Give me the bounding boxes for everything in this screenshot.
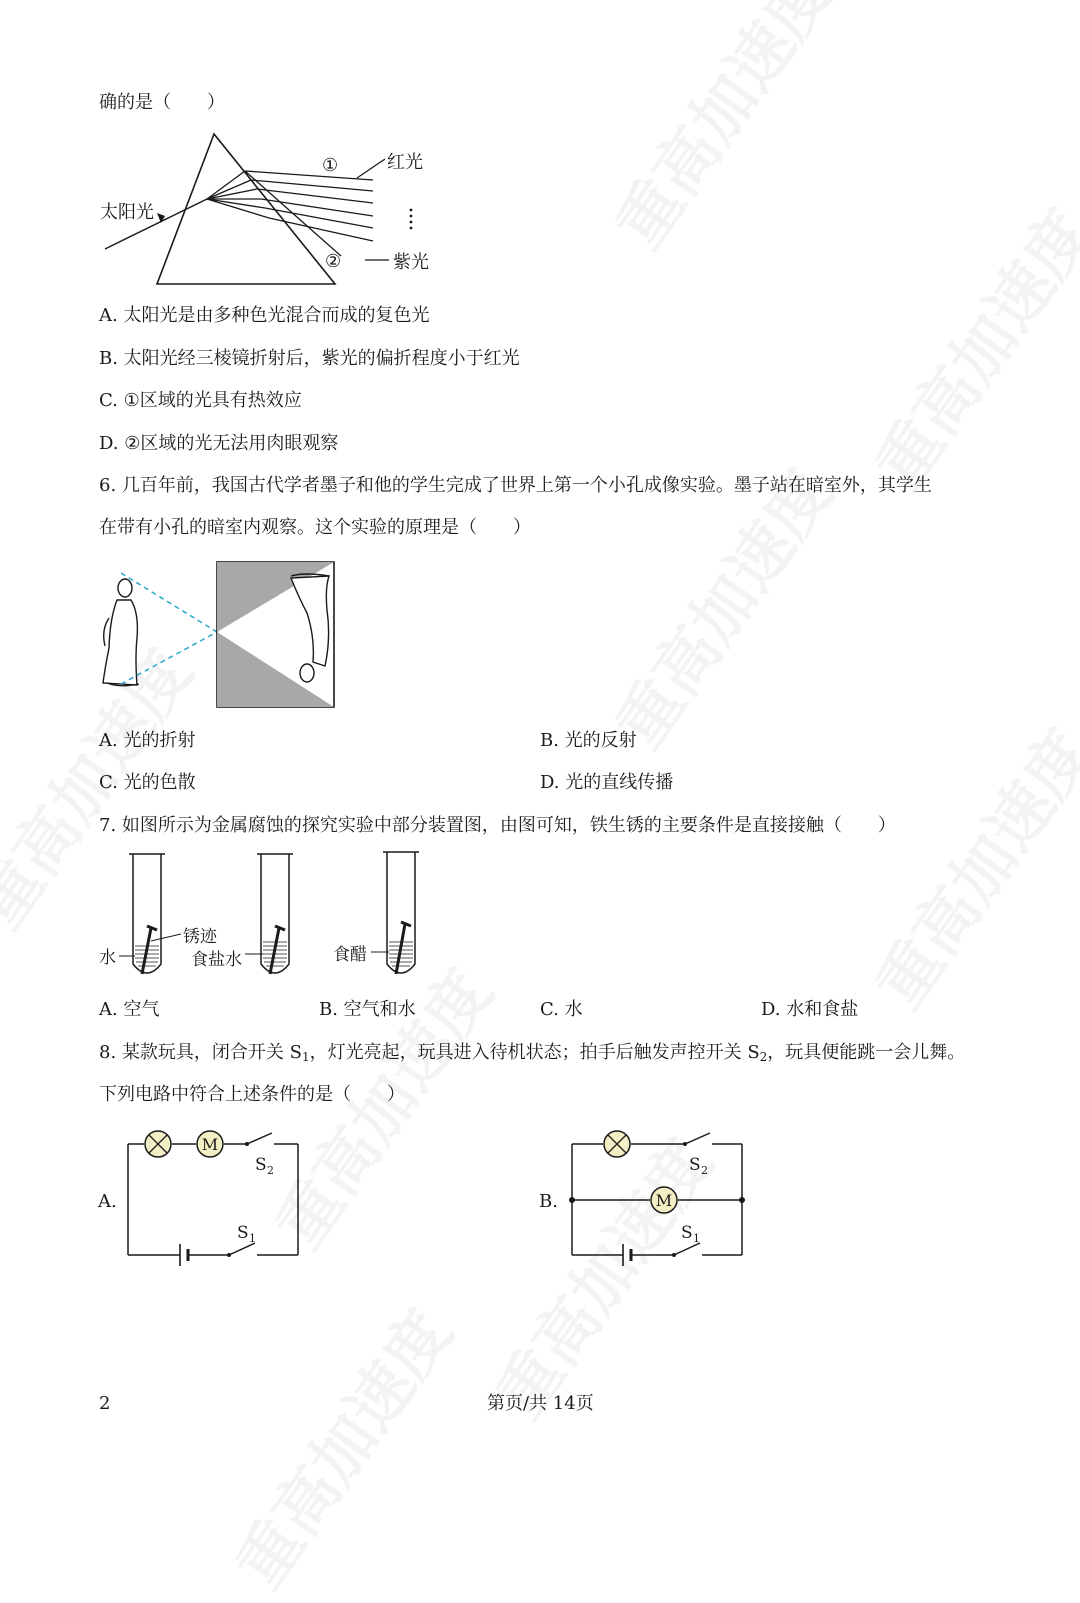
q8-stem-line1: 8. 某款玩具，闭合开关 $S_1$，灯光亮起，玩具进入待机状态；拍手后触发声控开关 $S_2$，玩具便能跳一会儿舞。 xyxy=(99,1042,966,1064)
svg-text:2: 2 xyxy=(701,1164,708,1177)
q5-option-d: D. ②区域的光无法用肉眼观察 xyxy=(99,433,339,454)
q5-option-b: B. 太阳光经三棱镜折射后，紫光的偏折程度小于红光 xyxy=(99,348,520,369)
motor-icon xyxy=(197,1131,223,1157)
switch-s1-label xyxy=(681,1223,700,1245)
svg-text:1: 1 xyxy=(249,1232,256,1245)
arrow-icon xyxy=(157,213,165,223)
test-tubes-figure xyxy=(95,846,425,986)
label-rust: 锈迹 xyxy=(183,927,217,947)
watermark xyxy=(211,1289,470,1603)
q7-option-a: A. 空气 xyxy=(99,999,160,1020)
q6-option-c: C. 光的色散 xyxy=(99,772,196,793)
svg-text:1: 1 xyxy=(693,1232,700,1245)
label-vinegar: 食醋 xyxy=(333,945,367,965)
q6-option-d: D. 光的直线传播 xyxy=(540,772,674,793)
q6-stem-line1: 6. 几百年前，我国古代学者墨子和他的学生完成了世界上第一个小孔成像实验。墨子站在暗室外，其学生 xyxy=(99,475,932,496)
label-sunlight: 太阳光 xyxy=(100,202,154,223)
q7-stem: 7. 如图所示为金属腐蚀的探究实验中部分装置图，由图可知，铁生锈的主要条件是直接接触（ ） xyxy=(99,815,896,836)
watermark xyxy=(851,189,1080,504)
lamp-icon xyxy=(145,1131,171,1157)
svg-text:M: M xyxy=(655,1191,673,1210)
label-region-1: ① xyxy=(322,155,339,176)
q6-option-a: A. 光的折射 xyxy=(99,730,196,751)
label-water: 水 xyxy=(99,948,116,968)
person-outside xyxy=(103,579,139,686)
q5-option-c: C. ①区域的光具有热效应 xyxy=(99,390,302,411)
label-salt-water: 食盐水 xyxy=(191,950,242,970)
svg-text:M: M xyxy=(201,1135,219,1154)
test-tube-3 xyxy=(371,852,419,974)
q6-option-b: B. 光的反射 xyxy=(540,730,637,751)
q8-stem-line2: 下列电路中符合上述条件的是（ ） xyxy=(99,1084,405,1105)
q7-option-b: B. 空气和水 xyxy=(319,999,416,1020)
svg-text:S: S xyxy=(681,1223,693,1243)
q6-stem-line2: 在带有小孔的暗室内观察。这个实验的原理是（ ） xyxy=(99,517,531,538)
svg-text:S: S xyxy=(689,1155,701,1175)
test-tube-1 xyxy=(119,854,181,974)
q5-stem-tail: 确的是（ ） xyxy=(99,92,225,113)
q5-option-a: A. 太阳光是由多种色光混合而成的复色光 xyxy=(99,305,430,326)
lamp-icon xyxy=(604,1131,630,1157)
circuit-a xyxy=(95,1124,310,1274)
motor-icon xyxy=(651,1187,677,1213)
dispersed-rays xyxy=(207,171,373,256)
label-violet-light: 紫光 xyxy=(393,252,429,273)
switch-s1-label xyxy=(237,1223,256,1245)
watermark xyxy=(851,709,1080,1024)
circuit-b-label: B. xyxy=(539,1191,558,1212)
q7-option-c: C. 水 xyxy=(540,999,583,1020)
circuit-b xyxy=(535,1124,755,1274)
circuit-a-label: A. xyxy=(98,1191,117,1212)
prism-figure xyxy=(95,128,455,290)
test-tube-2 xyxy=(245,854,293,974)
page-info: 第页/共 14页 xyxy=(487,1393,594,1414)
prism xyxy=(157,134,335,284)
watermark xyxy=(591,0,850,263)
label-region-2: ② xyxy=(325,251,342,272)
pinhole-figure xyxy=(95,558,345,713)
q7-option-d: D. 水和食盐 xyxy=(761,999,859,1020)
svg-text:2: 2 xyxy=(267,1164,274,1177)
page-number: 2 xyxy=(99,1393,111,1414)
svg-text:S: S xyxy=(255,1155,267,1175)
svg-text:S: S xyxy=(237,1223,249,1243)
switch-s2-label xyxy=(689,1155,708,1177)
switch-s2-label xyxy=(255,1155,274,1177)
label-red-light: 红光 xyxy=(387,152,423,173)
